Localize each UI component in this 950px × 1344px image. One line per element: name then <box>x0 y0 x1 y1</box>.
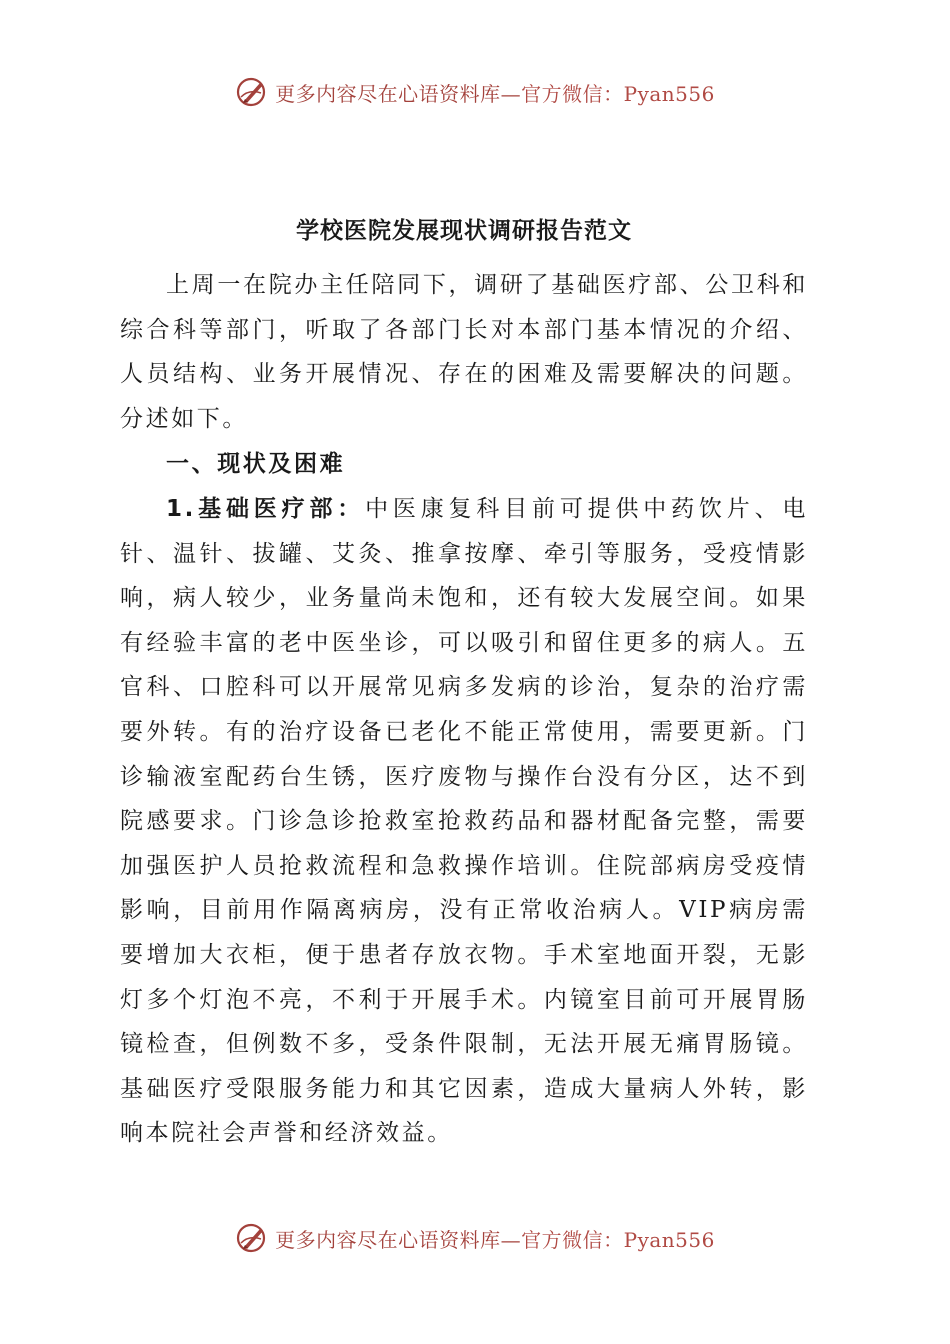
watermark-text: 更多内容尽在心语资料库—官方微信：Pyan556 <box>275 81 715 106</box>
item-paragraph <box>120 487 808 1156</box>
watermark-text: 更多内容尽在心语资料库—官方微信：Pyan556 <box>275 1227 715 1252</box>
item-lead: 1.基础医疗部： <box>166 495 366 522</box>
pen-logo-icon <box>235 75 269 109</box>
item-body: 中医康复科目前可提供中药饮片、电针、温针、拔罐、艾灸、推拿按摩、牵引等服务，受疫情影响，病人较少，业务量尚未饱和，还有较大发展空间。如果有经验丰富的老中医坐诊，可以吸引和留住更多的病人。五官科、口腔科可以开展常见病多发病的诊治，复杂的治疗需要外转。有的治疗设备已老化不能正常使用，需要更新。门诊输液室配药台生锈，医疗废物与操作台没有分区，达不到院感要求。门诊急诊抢救室抢救药品和器材配备完整，需要加强医护人员抢救流程和急救操作培训。住院部病房受疫情影响，目前用作隔离病房，没有正常收治病人。VIP病房需要增加大衣柜，便于患者存放衣物。手术室地面开裂，无影灯多个灯泡不亮，不利于开展手术。内镜室目前可开展胃肠镜检查，但例数不多，受条件限制，无法开展无痛胃肠镜。基础医疗受限服务能力和其它因素，造成大量病人外转，影响本院社会声誉和经济效益。 <box>120 495 808 1147</box>
pen-logo-icon <box>235 1221 269 1255</box>
intro-paragraph: 上周一在院办主任陪同下，调研了基础医疗部、公卫科和综合科等部门，听取了各部门长对本部门基本情况的介绍、人员结构、业务开展情况、存在的困难及需要解决的问题。分述如下。 <box>120 272 808 432</box>
watermark-banner-bottom <box>0 1218 950 1258</box>
watermark-banner-top <box>0 72 950 112</box>
document-title: 学校医院发展现状调研报告范文 <box>296 218 632 244</box>
section-heading: 一、现状及困难 <box>166 451 346 478</box>
document-body <box>120 212 808 1156</box>
